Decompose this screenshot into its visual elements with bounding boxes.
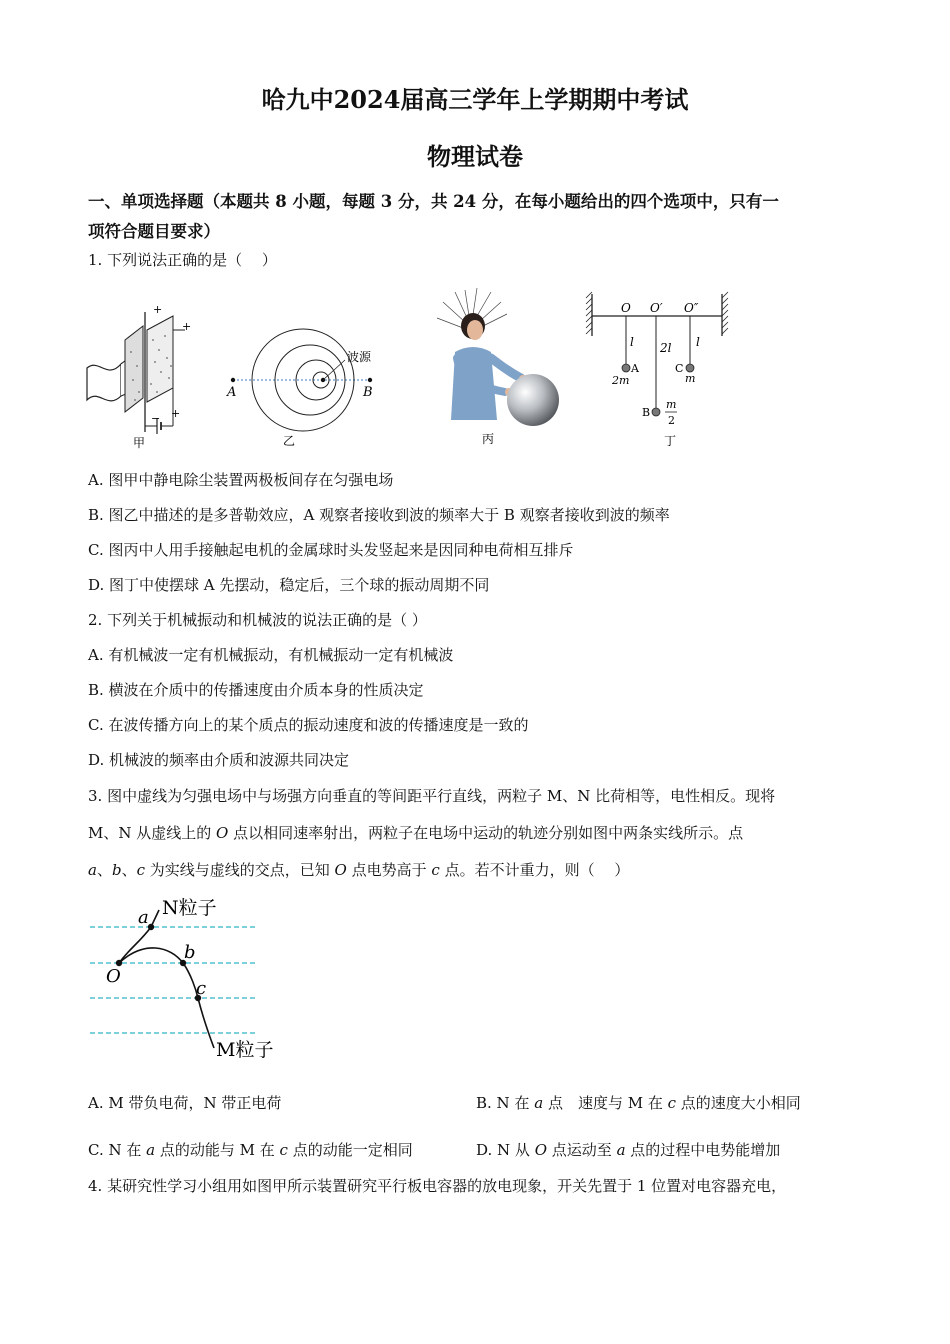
ding-mass-b-num: m <box>666 398 677 411</box>
yi-label-b: B <box>363 385 373 400</box>
section-heading-line1: 一、单项选择题（本题共 8 小题，每题 3 分，共 24 分，在每小题给出的四个选项中，只有一 <box>88 192 779 211</box>
q3-point-b: b <box>184 942 196 963</box>
jia-minus: − <box>151 412 161 425</box>
q2-option-c: C. 在波传播方向上的某个质点的振动速度和波的传播速度是一致的 <box>88 716 529 734</box>
q3-n-particle-label: N粒子 <box>162 897 217 919</box>
ding-pivot-o1: O′ <box>650 301 663 315</box>
yi-source-label: 波源 <box>347 350 372 364</box>
jia-plus-plate: + <box>153 303 163 316</box>
q2-option-d: D. 机械波的频率由介质和波源共同决定 <box>88 751 350 769</box>
q1-option-b: B. 图乙中描述的是多普勒效应，A 观察者接收到波的频率大于 B 观察者接收到波的频率 <box>88 506 670 524</box>
section-heading-line2: 项符合题目要求） <box>88 222 220 241</box>
jia-plus-bottom: + <box>171 407 181 420</box>
ding-len1: l <box>630 335 634 349</box>
ding-ball-a: A <box>631 362 639 375</box>
q1-option-a: A. 图甲中静电除尘装置两极板间存在匀强电场 <box>88 471 394 489</box>
exam-title: 哈九中2024届高三学年上学期期中考试 <box>261 85 689 114</box>
ding-mass-a: 2m <box>612 374 630 387</box>
q1-option-c: C. 图丙中人用手接触起电机的金属球时头发竖起来是因同种电荷相互排斥 <box>88 541 574 559</box>
figure-q3-field <box>88 890 288 1065</box>
q3-point-a: a <box>138 907 149 928</box>
figure-yi <box>225 330 385 450</box>
q3-option-c: C. N 在 a 点的动能与 M 在 c 点的动能一定相同 <box>88 1141 413 1159</box>
q1-option-d: D. 图丁中使摆球 A 先摆动，稳定后，三个球的振动周期不同 <box>88 576 490 594</box>
q3-option-d: D. N 从 O 点运动至 a 点的过程中电势能增加 <box>476 1141 781 1159</box>
q3-point-o: O <box>106 966 121 987</box>
q3-stem-line1: 3. 图中虚线为匀强电场中与场强方向垂直的等间距平行直线，两粒子 M、N 比荷相等，电性相反。现将 <box>88 787 776 805</box>
q2-option-b: B. 横波在介质中的传播速度由介质本身的性质决定 <box>88 681 424 699</box>
ding-pivot-o2: O″ <box>684 301 699 315</box>
ding-len3: l <box>696 335 700 349</box>
ding-ball-c: C <box>675 362 684 375</box>
figure-bing <box>425 288 555 448</box>
q3-point-c: c <box>196 978 207 999</box>
caption-jia: 甲 <box>133 436 146 450</box>
exam-subtitle: 物理试卷 <box>427 142 523 171</box>
caption-bing: 丙 <box>482 432 495 446</box>
q2-option-a: A. 有机械波一定有机械振动，有机械振动一定有机械波 <box>88 646 454 664</box>
jia-plus-top: + <box>182 320 192 333</box>
ding-mass-c: m <box>685 372 696 385</box>
q2-stem: 2. 下列关于机械振动和机械波的说法正确的是（ ） <box>88 611 427 629</box>
figure-jia <box>85 300 205 450</box>
caption-yi: 乙 <box>283 434 296 448</box>
q3-m-particle-label: M粒子 <box>216 1039 274 1061</box>
figure-ding <box>584 290 734 450</box>
q3-stem-line3: a、b、c 为实线与虚线的交点，已知 O 点电势高于 c 点。若不计重力，则（ ） <box>88 861 630 879</box>
q4-stem: 4. 某研究性学习小组用如图甲所示装置研究平行板电容器的放电现象，开关先置于 1 位置对电容器充电， <box>88 1177 787 1195</box>
ding-len2: 2l <box>660 341 672 355</box>
q3-option-a: A. M 带负电荷，N 带正电荷 <box>88 1094 282 1112</box>
yi-label-a: A <box>227 385 237 400</box>
ding-mass-b-den: 2 <box>668 414 675 427</box>
q3-stem-line2: M、N 从虚线上的 O 点以相同速率射出，两粒子在电场中运动的轨迹分别如图中两条实线所示。点 <box>88 824 744 842</box>
q3-option-b: B. N 在 a 点 速度与 M 在 c 点的速度大小相同 <box>476 1094 801 1112</box>
q1-stem: 1. 下列说法正确的是（ ） <box>88 251 277 269</box>
ding-pivot-o: O <box>621 301 631 315</box>
ding-ball-b: B <box>642 406 651 419</box>
caption-ding: 丁 <box>664 434 677 448</box>
